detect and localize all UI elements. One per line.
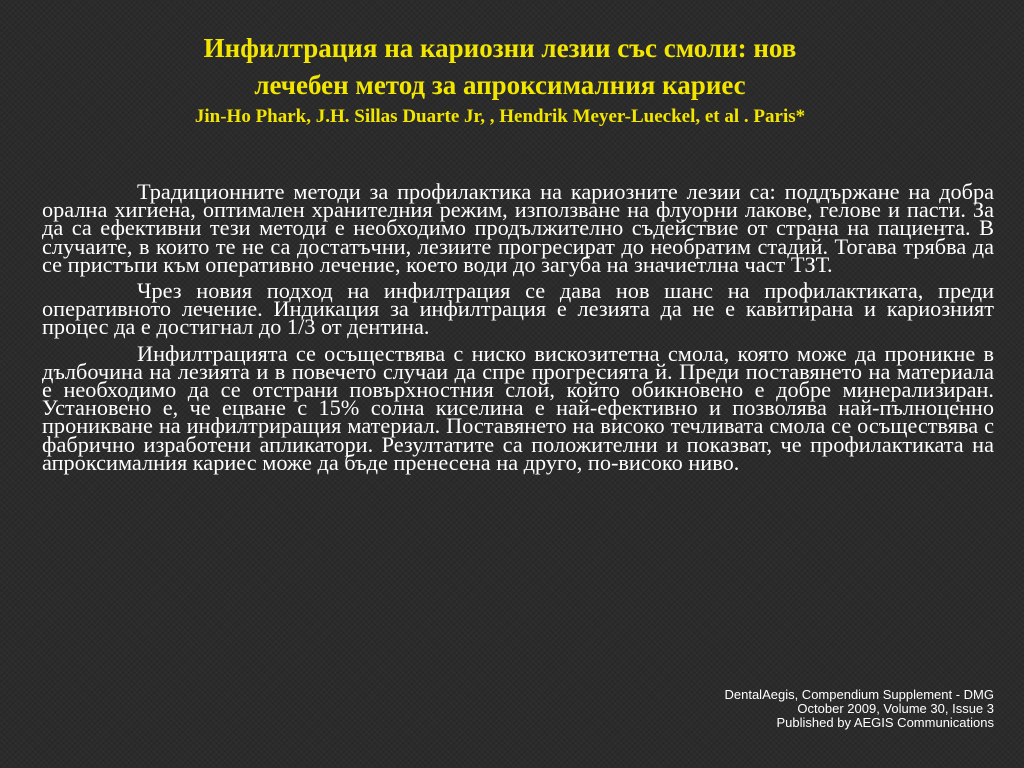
- paragraph-2: Чрез новия подход на инфилтрация се дава нов шанс на профилактиката, преди оперативното лечение. Индикация за инфилтрация е лезията да не е кавитирана и кариозният процес да е достигнал до 1/3 от дентина.: [42, 278, 994, 340]
- title-block: [150, 30, 850, 130]
- paragraph-1: Традиционните методи за профилактика на кариозните лезии са: поддържане на добра орална хигиена, оптимален хранителния режим, използване на флуорни лакове, гелове и пасти. За да са ефективни тези методи е необходимо продължително съдействие от страна на пациента. В случаите, в които те не са достатъчни, лезиите прогресират до необратим стадий. Тогава трябва да се пристъпи към оперативно лечение, което води до загуба на значиетлна част ТЗТ.: [42, 179, 994, 277]
- citation-line-3: Published by AEGIS Communications: [776, 715, 994, 730]
- slide-title-line-2: лечебен метод за апроксималния кариес: [254, 70, 746, 100]
- body-text: [42, 179, 994, 480]
- authors-line: Jin-Ho Phark, J.H. Sillas Duarte Jr, , Hendrik Meyer-Lueckel, et al . Paris*: [194, 106, 806, 127]
- slide-title-line-1: Инфилтрация на кариозни лезии със смоли: нов: [203, 33, 797, 63]
- citation-line-1: DentalAegis, Compendium Supplement - DMG: [724, 687, 994, 702]
- paragraph-3: Инфилтрацията се осъществява с ниско вискозитетна смола, която може да проникне в дълбочина на лезията и в повечето случаи да спре прогресията й. Преди поставянето на материала е необходимо да се отстрани повърхностния слой, който обикновено е добре минерализиран. Установено е, че ецване с 15% солна киселина е най-ефективно и позволява най-пълноценно проникване на инфилтриращия материал. Поставянето на високо течливата смола се осъществява с фабрично изработени апликатори. Резултатите са положителни и показват, че профилактиката на апроксималния кариес може да бъде пренесена на друго, по-високо ниво.: [42, 340, 994, 475]
- citation-line-2: October 2009, Volume 30, Issue 3: [797, 701, 994, 716]
- source-citation: [594, 688, 994, 730]
